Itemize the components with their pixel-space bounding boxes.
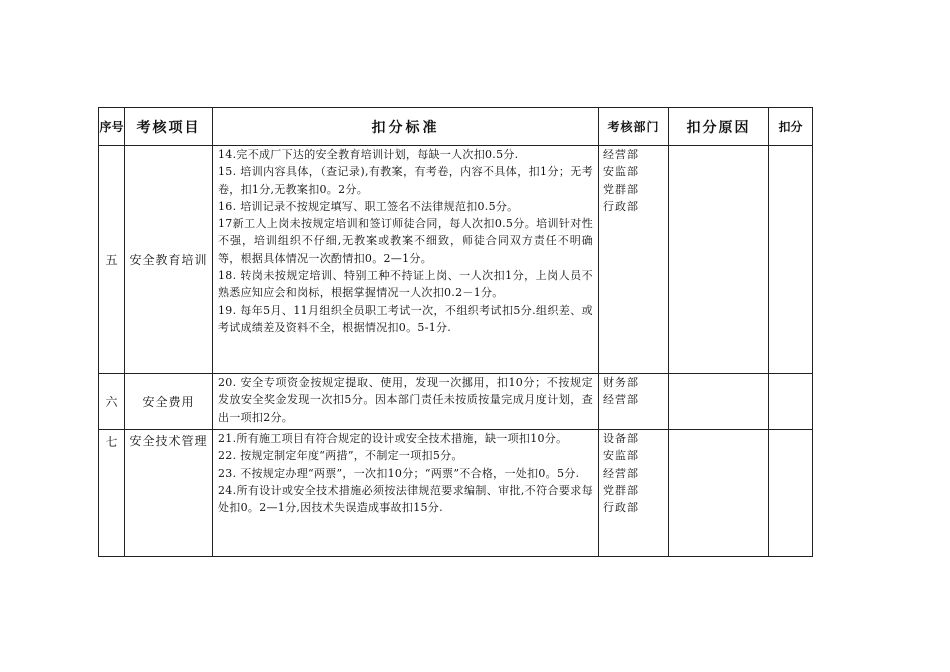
row-reason[interactable] [669,146,769,374]
standard-line: 15. 培训内容具体，（查记录),有教案，有考卷，内容不具体，扣1分；无考卷，扣1分,无教案扣0。2分。 [218,165,593,196]
row-standards [213,430,599,557]
assessment-table [98,107,813,557]
row-reason[interactable] [669,430,769,557]
dept-name: 经营部 [603,466,639,480]
header-seq: 序号 [99,108,125,146]
standard-line: 23. 不按规定办理“两票”，一次扣10分；“两票”不合格，一处扣0。5分. [218,466,580,480]
standard-line: 20. 安全专项资金按规定提取、使用，发现一次挪用，扣10分；不按规定发放安全奖金发现一次扣5分。因本部门责任未按质按量完成月度计划，查出一项扣2分。 [218,376,593,424]
row-standards [213,146,599,374]
dept-name: 安监部 [603,449,639,463]
dept-name: 安监部 [603,165,639,179]
row-seq: 六 [99,374,125,430]
row-standards [213,374,599,430]
row-seq: 七 [99,430,125,557]
table-row [99,374,813,430]
header-dept: 考核部门 [599,108,669,146]
row-depts [599,374,669,430]
dept-name: 财务部 [603,376,639,389]
dept-name: 行政部 [603,501,639,515]
header-deduction: 扣分 [769,108,813,146]
standard-line: 14.完不成厂下达的安全教育培训计划，每缺一人次扣0.5分. [218,148,519,161]
table-row [99,146,813,374]
dept-name: 经营部 [603,148,639,161]
header-standard: 扣分标准 [213,108,599,146]
row-deduction[interactable] [769,374,813,430]
header-item: 考核项目 [125,108,213,146]
table-row [99,430,813,557]
standard-line: 16. 培训记录不按规定填写、职工签名不法律规范扣0.5分。 [218,199,519,213]
row-deduction[interactable] [769,146,813,374]
row-item: 安全技术管理 [125,430,213,557]
standard-line: 24.所有设计或安全技术措施必须按法律规范要求编制、审批,不符合要求每处扣0。2—1分,因技术失误造成事故扣15分. [218,483,593,515]
row-depts [599,430,669,557]
row-deduction[interactable] [769,430,813,557]
dept-name: 行政部 [603,199,639,213]
standard-line: 17新工人上岗未按规定培训和签订师徒合同，每人次扣0.5分。培训针对性不强，培训组织不仔细,无教案或教案不细致，师徒合同双方责任不明确等，根据具体情况一次酌情扣0。2—1分。 [218,217,593,265]
dept-name: 经营部 [603,393,639,407]
row-item: 安全费用 [125,374,213,430]
header-reason: 扣分原因 [669,108,769,146]
standard-line: 21.所有施工项目有符合规定的设计或安全技术措施，缺一项扣10分。 [218,432,568,445]
standard-line: 19. 每年5月、11月组织全员职工考试一次，不组织考试扣5分.组织差、或考试成绩差及资料不全，根据情况扣0。5-1分. [218,303,593,334]
row-seq: 五 [99,146,125,374]
standard-line: 22. 按规定制定年度“两措”，不制定一项扣5分。 [218,449,463,463]
row-depts [599,146,669,374]
row-reason[interactable] [669,374,769,430]
dept-name: 党群部 [603,182,639,196]
header-row [99,108,813,146]
standard-line: 18. 转岗未按规定培训、特别工种不持证上岗、一人次扣1分，上岗人员不熟悉应知应会和岗标，根据掌握情况一人次扣0.2－1分。 [218,269,593,300]
row-item: 安全教育培训 [125,146,213,374]
dept-name: 设备部 [603,432,639,445]
dept-name: 党群部 [603,483,639,497]
